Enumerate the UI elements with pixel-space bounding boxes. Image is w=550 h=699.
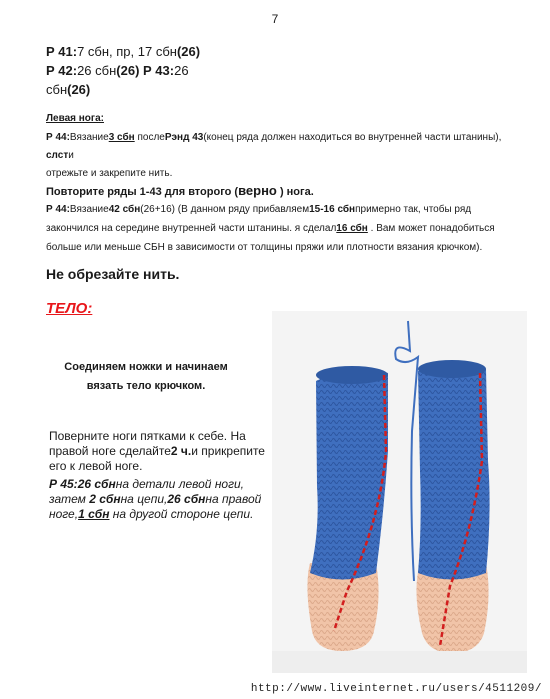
watermark-url: http://www.liveinternet.ru/users/4511209/: [250, 683, 542, 695]
join-legs-heading: Соединяем ножки и начинаем вязать тело крючком.: [64, 361, 228, 392]
rows-41-43: [46, 42, 246, 99]
table-surface: [272, 651, 527, 673]
body-heading: ТЕЛО:: [46, 300, 93, 317]
row-44-right-leg: Р 44:Вязание42 сбн(26+16) (В данном ряду прибавляем15-16 сбнпримерно так, чтобы ряд закончился на середине внутренней части штанины. я сделал16 сбн . Вам может понадобиться больше или меньше СБН в зависимости от толщины пряжи или плотности вязания крючком).: [46, 204, 495, 253]
left-crochet-leg: [307, 366, 388, 651]
row-42: Р 42:26 сбн(26) Р 43:26: [46, 63, 189, 78]
crochet-legs-illustration: [272, 311, 527, 673]
row-43-tail: сбн(26): [46, 82, 91, 97]
crochet-legs-photo: [272, 311, 527, 673]
right-crochet-leg: [416, 360, 489, 653]
row-44-left-leg: Р 44:Вязание3 сбн послеРэнд 43(конец ряда должен находиться во внутренней части штанины), слсти отрежьте и закрепите нить.: [46, 132, 502, 179]
repeat-rows-heading: Повторите ряды 1-43 для второго (верно ) нога.: [46, 183, 314, 198]
row-41: Р 41:7 сбн, пр, 17 сбн(26): [46, 44, 201, 59]
turn-legs-instruction: Поверните ноги пятками к себе. На правой ноге сделайте2 ч.и прикрепите его к левой ноге.: [49, 429, 265, 473]
left-leg-heading: Левая нога:: [46, 113, 104, 124]
page-number: 7: [271, 12, 279, 26]
row-45: Р 45:26 сбнна детали левой ноги, затем 2 сбнна цепи,26 сбнна правой ноге,1 сбн на другой стороне цепи.: [49, 477, 262, 521]
no-cut-note: Не обрезайте нить.: [46, 266, 180, 282]
